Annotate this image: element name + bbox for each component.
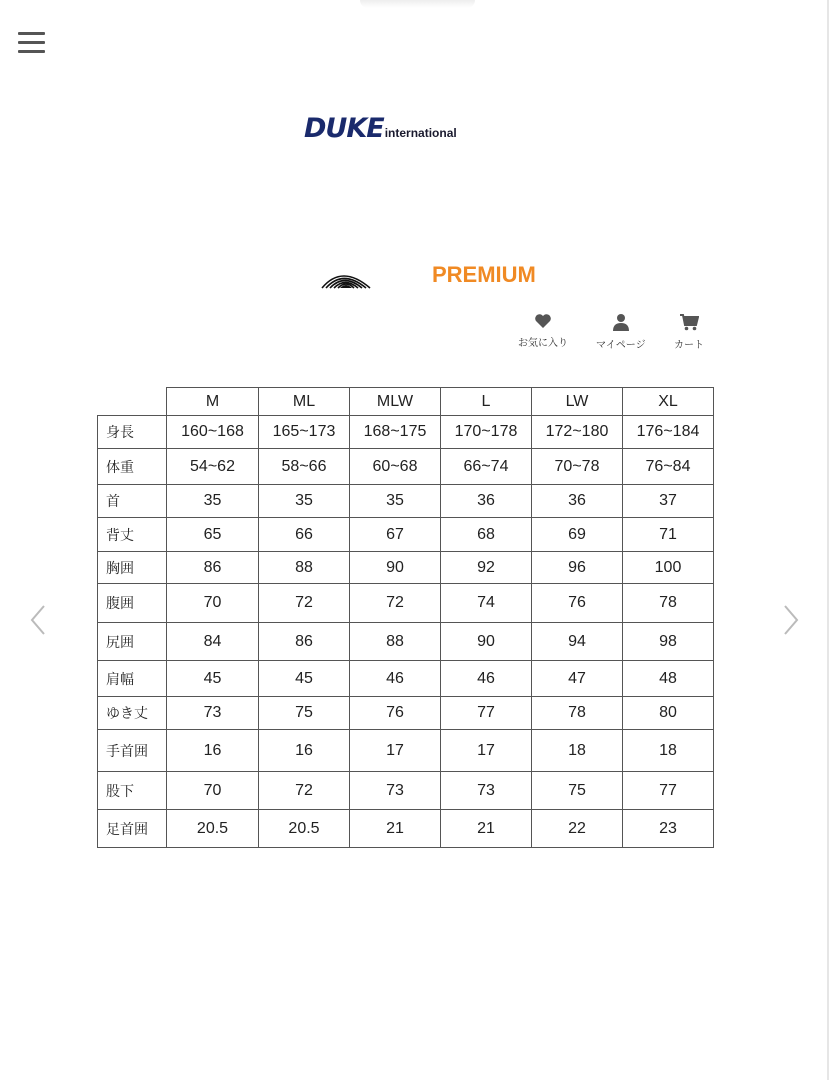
hamburger-icon — [18, 32, 45, 35]
table-cell: 88 — [259, 552, 350, 584]
table-cell: 68 — [441, 518, 532, 552]
row-label: 胸囲 — [98, 552, 167, 584]
row-label: 背丈 — [98, 518, 167, 552]
row-label: 腹囲 — [98, 584, 167, 623]
table-corner-cell — [98, 388, 167, 416]
user-icon — [612, 313, 630, 331]
table-cell: 176~184 — [623, 416, 714, 449]
table-cell: 86 — [259, 623, 350, 661]
table-cell: 60~68 — [350, 449, 441, 485]
cart-link[interactable] — [674, 313, 704, 351]
table-cell: 66~74 — [441, 449, 532, 485]
table-cell: 86 — [167, 552, 259, 584]
table-cell: 73 — [167, 697, 259, 730]
table-cell: 90 — [441, 623, 532, 661]
table-cell: 23 — [623, 810, 714, 848]
hamburger-icon-line — [18, 50, 45, 53]
table-cell: 165~173 — [259, 416, 350, 449]
header-links — [510, 313, 720, 357]
table-cell: 70 — [167, 772, 259, 810]
table-cell: 22 — [532, 810, 623, 848]
table-row — [98, 772, 714, 810]
table-cell: 172~180 — [532, 416, 623, 449]
row-label: 手首囲 — [98, 730, 167, 772]
table-cell: 45 — [259, 661, 350, 697]
top-shadow — [360, 0, 475, 8]
table-row — [98, 661, 714, 697]
hamburger-icon-line — [18, 41, 45, 44]
table-cell: 46 — [441, 661, 532, 697]
premium-emblem-icon — [320, 264, 372, 290]
table-cell: 80 — [623, 697, 714, 730]
favorites-link-label: お気に入り — [518, 338, 568, 349]
favorites-link[interactable] — [518, 313, 568, 349]
table-row — [98, 449, 714, 485]
size-header-ml: ML — [259, 388, 350, 416]
size-header-lw: LW — [532, 388, 623, 416]
table-cell: 78 — [623, 584, 714, 623]
table-cell: 17 — [350, 730, 441, 772]
row-label: 尻囲 — [98, 623, 167, 661]
table-row — [98, 485, 714, 518]
table-cell: 67 — [350, 518, 441, 552]
table-cell: 16 — [167, 730, 259, 772]
table-cell: 75 — [532, 772, 623, 810]
row-label: ゆき丈 — [98, 697, 167, 730]
size-header-l: L — [441, 388, 532, 416]
table-cell: 20.5 — [259, 810, 350, 848]
table-cell: 96 — [532, 552, 623, 584]
table-cell: 66 — [259, 518, 350, 552]
size-header-row — [98, 388, 714, 416]
table-cell: 73 — [441, 772, 532, 810]
table-cell: 160~168 — [167, 416, 259, 449]
table-cell: 90 — [350, 552, 441, 584]
table-cell: 20.5 — [167, 810, 259, 848]
table-cell: 75 — [259, 697, 350, 730]
table-cell: 92 — [441, 552, 532, 584]
table-cell: 46 — [350, 661, 441, 697]
cart-icon — [679, 313, 699, 331]
table-row — [98, 730, 714, 772]
mypage-link[interactable] — [596, 313, 646, 351]
row-label: 体重 — [98, 449, 167, 485]
table-cell: 35 — [259, 485, 350, 518]
table-cell: 37 — [623, 485, 714, 518]
table-cell: 65 — [167, 518, 259, 552]
cart-link-label: カート — [674, 340, 704, 351]
size-table-body — [98, 416, 714, 848]
table-cell: 94 — [532, 623, 623, 661]
row-label: 身長 — [98, 416, 167, 449]
table-cell: 35 — [167, 485, 259, 518]
brand-logo-sub: international — [384, 126, 457, 140]
size-chart-table — [97, 387, 714, 848]
table-cell: 48 — [623, 661, 714, 697]
row-label: 肩幅 — [98, 661, 167, 697]
chevron-left-icon[interactable] — [28, 604, 48, 636]
row-label: 首 — [98, 485, 167, 518]
table-cell: 76 — [532, 584, 623, 623]
size-header-mlw: MLW — [350, 388, 441, 416]
table-row — [98, 810, 714, 848]
table-cell: 98 — [623, 623, 714, 661]
table-cell: 84 — [167, 623, 259, 661]
table-cell: 36 — [441, 485, 532, 518]
row-label: 股下 — [98, 772, 167, 810]
table-cell: 47 — [532, 661, 623, 697]
table-cell: 70~78 — [532, 449, 623, 485]
table-row — [98, 518, 714, 552]
table-cell: 18 — [532, 730, 623, 772]
table-cell: 72 — [259, 772, 350, 810]
table-cell: 54~62 — [167, 449, 259, 485]
table-cell: 69 — [532, 518, 623, 552]
size-header-m: M — [167, 388, 259, 416]
table-cell: 100 — [623, 552, 714, 584]
table-cell: 72 — [350, 584, 441, 623]
table-cell: 45 — [167, 661, 259, 697]
hamburger-menu-button[interactable] — [18, 32, 45, 56]
table-cell: 18 — [623, 730, 714, 772]
table-row — [98, 697, 714, 730]
product-line-label: PREMIUM — [432, 262, 536, 287]
table-cell: 16 — [259, 730, 350, 772]
table-cell: 76~84 — [623, 449, 714, 485]
row-label: 足首囲 — [98, 810, 167, 848]
table-cell: 77 — [623, 772, 714, 810]
table-row — [98, 552, 714, 584]
table-cell: 74 — [441, 584, 532, 623]
table-cell: 73 — [350, 772, 441, 810]
brand-logo[interactable] — [304, 113, 457, 144]
table-row — [98, 416, 714, 449]
table-cell: 76 — [350, 697, 441, 730]
table-cell: 170~178 — [441, 416, 532, 449]
table-cell: 168~175 — [350, 416, 441, 449]
table-cell: 21 — [441, 810, 532, 848]
table-cell: 21 — [350, 810, 441, 848]
table-cell: 36 — [532, 485, 623, 518]
chevron-right-icon[interactable] — [781, 604, 801, 636]
table-cell: 77 — [441, 697, 532, 730]
size-header-xl: XL — [623, 388, 714, 416]
table-row — [98, 623, 714, 661]
table-cell: 17 — [441, 730, 532, 772]
table-row — [98, 584, 714, 623]
table-cell: 35 — [350, 485, 441, 518]
table-cell: 72 — [259, 584, 350, 623]
table-cell: 70 — [167, 584, 259, 623]
table-cell: 71 — [623, 518, 714, 552]
table-cell: 88 — [350, 623, 441, 661]
table-cell: 78 — [532, 697, 623, 730]
heart-icon — [534, 313, 552, 329]
brand-logo-main: DUKE — [304, 113, 384, 144]
table-cell: 58~66 — [259, 449, 350, 485]
mypage-link-label: マイページ — [596, 340, 646, 351]
